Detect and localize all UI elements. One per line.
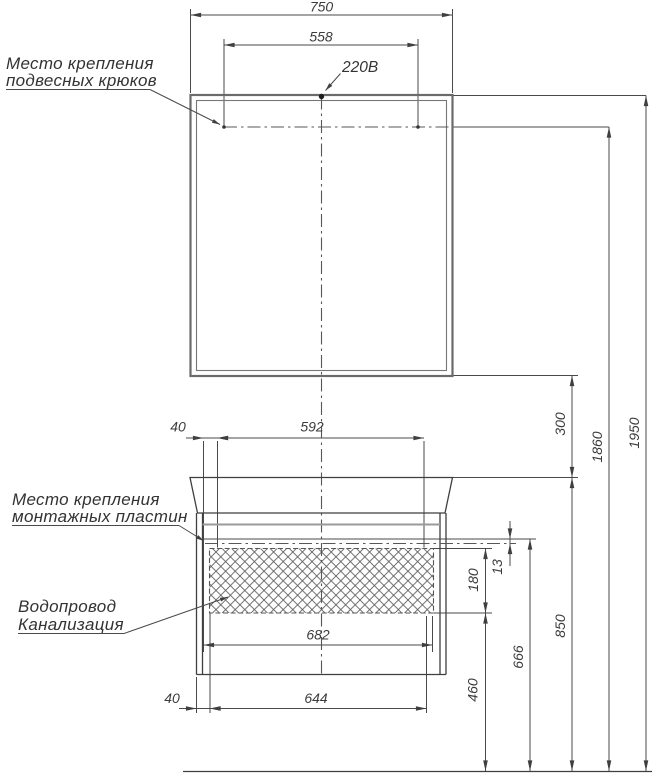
dim-service-zone-bottom-height: 460 bbox=[464, 678, 481, 702]
dim-cabinet-side-offset: 40 bbox=[164, 690, 180, 706]
mirror-inner-frame bbox=[197, 101, 447, 371]
plates-note bbox=[12, 490, 204, 541]
dim-hook-spacing: 558 bbox=[309, 28, 333, 45]
dim-plate-height: 666 bbox=[510, 645, 526, 669]
plates-note-line2: монтажных пластин bbox=[12, 507, 188, 526]
plates-note-leader bbox=[179, 526, 204, 542]
dim-mirror-width: 750 bbox=[309, 0, 334, 15]
dim-cabinet-inner-width: 682 bbox=[306, 626, 330, 643]
plates-note-line1: Место крепления bbox=[12, 490, 160, 509]
hook-point-left bbox=[222, 125, 226, 129]
plumbing-note-leader bbox=[124, 597, 228, 634]
hooks-note bbox=[6, 54, 220, 125]
vertical-dimensions bbox=[465, 96, 647, 772]
dim-mirror-top-height: 1950 bbox=[626, 417, 642, 449]
dim-mirror-to-sink-gap: 300 bbox=[552, 412, 568, 436]
hook-point-right bbox=[416, 125, 420, 129]
dim-plate-spacing: 592 bbox=[300, 418, 324, 435]
dim-hook-height: 1860 bbox=[589, 431, 605, 463]
dim-sink-top-height: 850 bbox=[552, 614, 568, 638]
power-outlet-point bbox=[319, 94, 324, 99]
hooks-note-line2: подвесных крюков bbox=[6, 71, 157, 90]
dim-hook-side-offset: 40 bbox=[170, 418, 186, 435]
plumbing-service-zone bbox=[210, 549, 434, 614]
power-supply-label: 220В bbox=[342, 59, 379, 76]
dim-plate-drop: 13 bbox=[489, 559, 505, 575]
dim-service-zone-width: 644 bbox=[304, 690, 328, 706]
power-leader-line bbox=[326, 74, 341, 91]
dim-service-zone-height: 180 bbox=[465, 568, 481, 592]
plumbing-note-line1: Водопровод bbox=[18, 597, 117, 616]
hooks-note-line1: Место крепления bbox=[6, 54, 154, 73]
plumbing-note-line2: Канализация bbox=[18, 615, 124, 634]
